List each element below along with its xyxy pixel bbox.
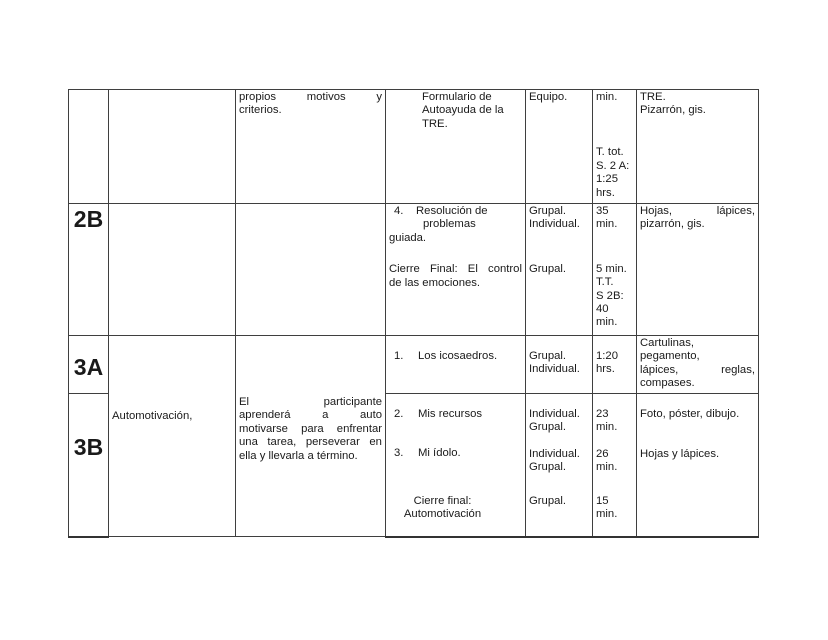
text-line: problemas (423, 218, 476, 231)
text-line: 40 (596, 303, 609, 316)
table-row (69, 90, 759, 204)
table-row (69, 336, 759, 394)
objective-cell-3 (236, 336, 386, 537)
text-line: Resolución de (416, 205, 488, 217)
text-line: 1:25 (596, 173, 618, 186)
text-line: Individual. (529, 408, 580, 420)
text-line: Mis recursos (418, 408, 483, 420)
text-line: Grupal. (529, 350, 567, 362)
session-label: 3B (73, 434, 104, 460)
text-line: pegamento, (640, 350, 700, 363)
materials-cell-2b (637, 204, 759, 336)
text-line: Grupal. (529, 262, 567, 275)
text-line: propios motivos y (239, 91, 382, 103)
table-row (69, 204, 759, 336)
text-line: Foto, póster, dibujo. (640, 408, 740, 420)
text-line: ella y llevarla a término. (239, 449, 358, 462)
activities-cell-cont (386, 90, 526, 204)
text-block (239, 396, 382, 463)
text-line: lápices, reglas, (640, 363, 755, 376)
text-line: hrs. (596, 186, 615, 199)
topic-cell-empty (109, 204, 236, 336)
text-block (596, 495, 633, 522)
modality-cell-cont (526, 90, 593, 204)
text-line: una tarea, perseverar en (239, 436, 382, 449)
text-line: Hojas y lápices. (640, 448, 720, 461)
text-line: TRE. (422, 117, 448, 130)
numbered-item (389, 447, 522, 460)
total-time-block (596, 263, 633, 330)
topic-cell-3 (109, 336, 236, 537)
text-line: El participante (239, 396, 382, 408)
text-line: min. (596, 91, 618, 103)
text-line: 26 (596, 447, 609, 460)
text-line: Cierre final: (413, 494, 472, 507)
text-line: 1:20 (596, 350, 618, 362)
objective-cell-cont (236, 90, 386, 204)
session-3a-label-cell (69, 336, 109, 394)
text-line: Individual. (529, 218, 580, 231)
materials-cell-3a (637, 336, 759, 394)
time-cell-3a (593, 336, 637, 394)
text-block (596, 350, 633, 377)
text-line: Equipo. (529, 91, 568, 103)
text-block (529, 350, 589, 377)
text-line: Cartulinas, (640, 337, 694, 349)
materials-cell-3b (637, 394, 759, 537)
text-block (596, 408, 633, 435)
text-line: Individual. (529, 363, 580, 376)
text-line: Grupal. (529, 205, 567, 217)
text-line: 35 (596, 205, 609, 217)
text-line: Los icosaedros. (418, 350, 498, 362)
activities-cell-3b (386, 394, 526, 537)
text-block (529, 448, 589, 475)
item-number: 3. (394, 447, 404, 460)
text-line: Grupal. (529, 461, 567, 474)
text-line: min. (596, 461, 618, 474)
item-number: 2. (394, 408, 404, 420)
numbered-item (389, 205, 522, 218)
text-line: S 2B: (596, 289, 624, 302)
text-line: pizarrón, gis. (640, 218, 705, 231)
text-line: Formulario de (422, 91, 492, 103)
modality-cell-2b (526, 204, 593, 336)
text-line: min. (596, 508, 618, 521)
activities-cell-3a (386, 336, 526, 394)
text-block (389, 91, 522, 131)
text-line: min. (596, 316, 618, 329)
session-label-cell-empty (69, 90, 109, 204)
text-line: aprenderá a auto (239, 409, 382, 422)
item-number: 4. (394, 205, 404, 217)
text-line: Cierre Final: El control (389, 263, 522, 276)
text-line: criterios. (239, 104, 282, 117)
materials-cell-cont (637, 90, 759, 204)
modality-cell-3a (526, 336, 593, 394)
text-line: Individual. (529, 447, 580, 460)
text-line: Automotivación (403, 508, 482, 521)
closing-block (389, 263, 522, 290)
modality-cell-3b (526, 394, 593, 537)
text-line: min. (596, 218, 618, 231)
time-cell-3b (593, 394, 637, 537)
session-label: 3A (73, 354, 104, 380)
text-line: motivarse para enfrentar (239, 422, 382, 435)
text-line: Grupal. (529, 421, 567, 434)
time-cell-2b (593, 204, 637, 336)
lesson-plan-table (68, 89, 759, 538)
text-line: hrs. (596, 363, 615, 376)
session-label: 2B (73, 206, 104, 232)
numbered-item (389, 408, 522, 421)
text-line: min. (596, 421, 618, 434)
topic-cell-empty (109, 90, 236, 204)
item-number: 1. (394, 350, 404, 362)
text-line: Automotivación, (112, 410, 193, 422)
text-block (596, 448, 633, 475)
text-line: Grupal. (529, 494, 567, 507)
text-block (529, 408, 589, 435)
text-line: compases. (640, 377, 695, 390)
text-line: 15 (596, 494, 609, 507)
text-line: S. 2 A: (596, 159, 630, 172)
total-time-block (596, 146, 633, 200)
text-line: T. tot. (596, 146, 624, 159)
text-line: 23 (596, 408, 609, 420)
text-line: Autoayuda de la (422, 104, 504, 117)
activities-cell-2b (386, 204, 526, 336)
numbered-item (389, 350, 522, 363)
text-line: Mi ídolo. (418, 447, 461, 460)
text-line: Pizarrón, gis. (640, 104, 706, 117)
session-3b-label-cell (69, 394, 109, 537)
session-2b-label-cell (69, 204, 109, 336)
text-line: 5 min. (596, 262, 627, 275)
text-line: guiada. (389, 231, 427, 244)
objective-cell-empty (236, 204, 386, 336)
text-line: T.T. (596, 276, 614, 289)
closing-block (389, 495, 522, 522)
text-line: TRE. (640, 91, 666, 103)
text-line: Hojas, lápices, (640, 205, 755, 217)
text-line: de las emociones. (389, 276, 481, 289)
time-cell-cont (593, 90, 637, 204)
